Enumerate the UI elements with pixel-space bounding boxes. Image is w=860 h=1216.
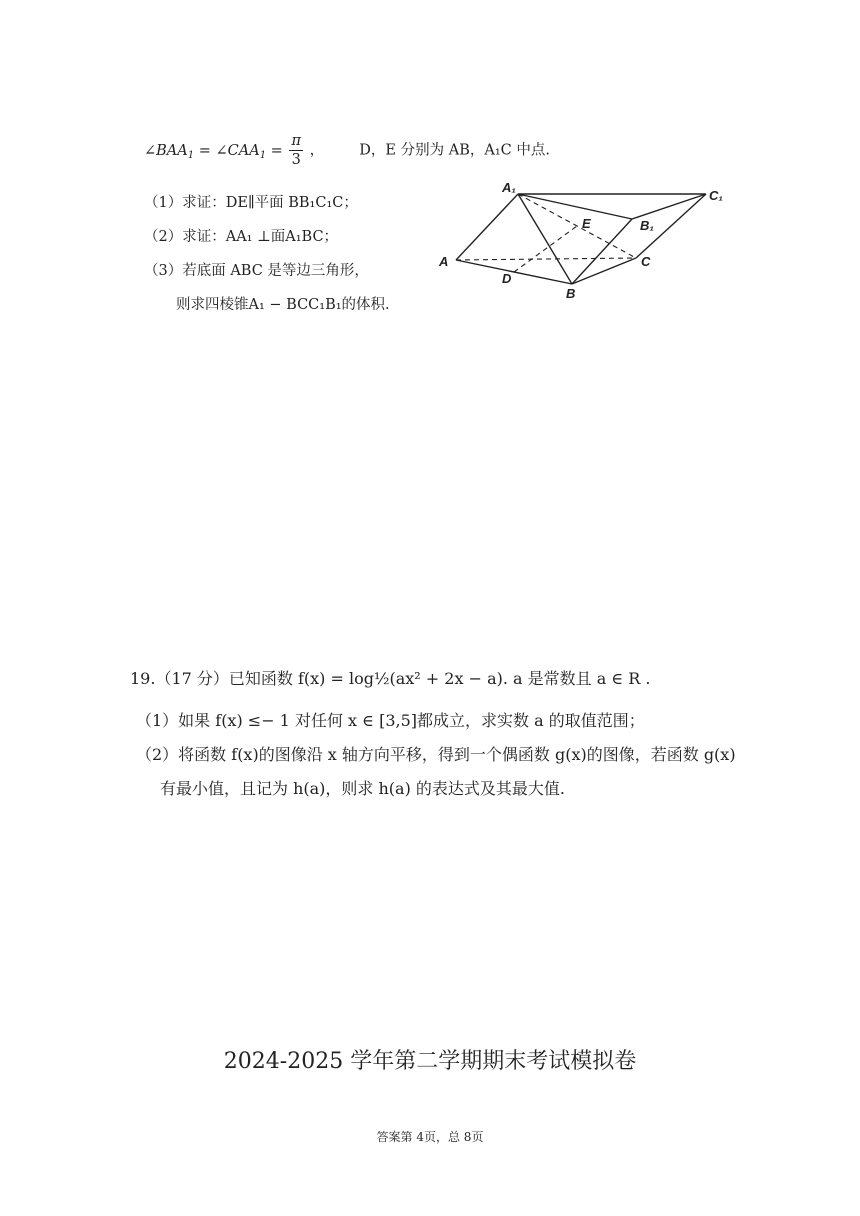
q18-part2 [144,225,338,246]
label-b1: B₁ [640,218,654,233]
q18-part1 [144,191,358,212]
exam-footer-title: 2024-2025 学年第二学期期末考试模拟卷 [223,1049,637,1074]
q18-condition-tail: D，E 分别为 AB，A₁C 中点. [359,142,550,159]
q19-part1: （1）如果 f(x) ≤− 1 对任何 x ∈ [3,5]都成立，求实数 a 的取值范围； [136,711,645,730]
edge-a-c-hidden [456,258,636,260]
q18-part3-line2: 则求四棱锥A₁ − BCC₁B₁的体积. [176,297,390,313]
q18-part1-text: DE∥平面 BB₁C₁C； [225,195,358,211]
edge-a1-c-hidden [518,194,636,258]
edge-b1-c1 [632,194,706,219]
edge-a1-a [456,194,518,260]
q18-condition [144,132,550,169]
label-c: C [641,254,651,269]
segment-d-e-hidden [514,226,577,272]
edge-a1-b [518,194,572,284]
label-a1: A₁ [502,180,516,195]
q18-part2-prefix: （2）求证： [144,229,226,245]
label-c1: C₁ [709,188,723,203]
label-e: E [582,216,591,231]
edge-a1-b1 [518,194,632,219]
q18-part2-text: AA₁ ⊥面A₁BC； [225,229,339,245]
pi-over-3-fraction: $\frac{\pi}{3}$ [291,133,301,168]
edge-b-c [572,258,636,284]
prism-figure [432,176,732,304]
q18-part1-prefix: （1）求证： [144,195,226,211]
label-a: A [439,254,449,269]
q19-header: 19.（17 分）已知函数 f(x) = log½(ax² + 2x − a). a 是常数且 a ∈ R . [130,669,651,688]
q18-condition-comma: ， [309,142,325,159]
q19-part2-line1: （2）将函数 f(x)的图像沿 x 轴方向平移，得到一个偶函数 g(x)的图像，若函数 g(x) [136,745,736,764]
page-number: 答案第 4页，总 8页 [376,1130,484,1144]
label-b: B [566,286,576,301]
angle-equation: $\angle BAA_1$ = $\angle CAA_1$ = [144,142,283,161]
q18-part3-line1: （3）若底面 ABC 是等边三角形， [144,263,369,279]
q19-part2-line2: 有最小值，且记为 h(a)，则求 h(a) 的表达式及其最大值. [160,779,566,798]
label-d: D [502,271,512,286]
